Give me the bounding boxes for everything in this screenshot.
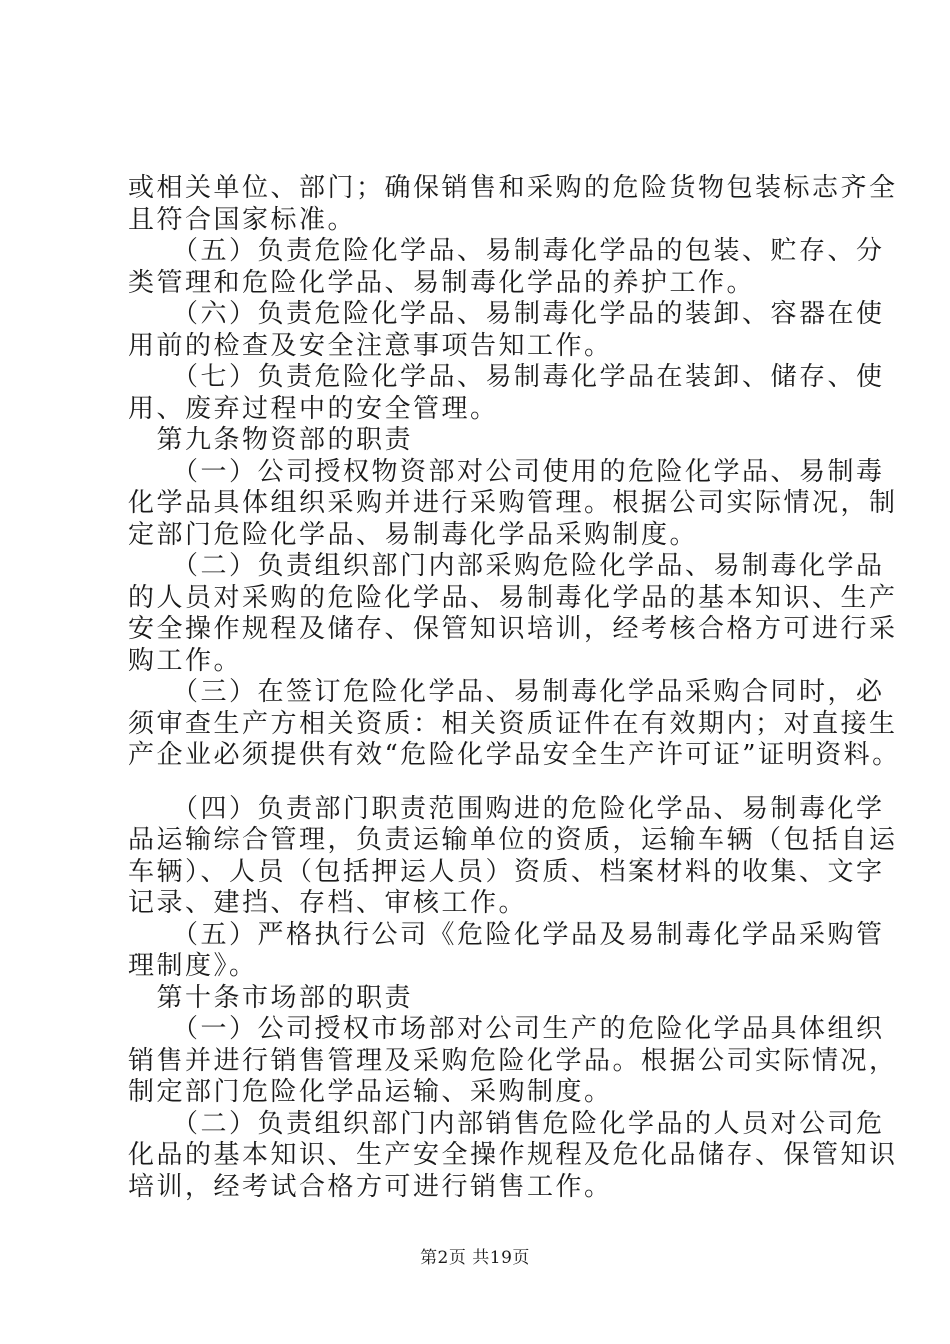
section-heading: 第九条物资部的职责 [128, 425, 414, 455]
text-line: 用前的检查及安全注意事项告知工作。 [128, 330, 613, 361]
text-line: （二）负责组织部门内部销售危险化学品的人员对公司危 [128, 1108, 885, 1139]
document-body [128, 173, 901, 1203]
text-line: 记录、建挡、存档、审核工作。 [128, 888, 528, 918]
text-line: 销售并进行销售管理及采购危险化学品。根据公司实际情况， [128, 1045, 898, 1076]
text-line: 化品的基本知识、生产安全操作规程及危化品储存、保管知识 [128, 1140, 898, 1170]
text-line: 购工作。 [128, 645, 243, 676]
text-line: （三）在签订危险化学品、易制毒化学品采购合同时，必 [128, 677, 885, 707]
text-line: （一）公司授权市场部对公司生产的危险化学品具体组织 [128, 1014, 885, 1044]
text-line: （二）负责组织部门内部采购危险化学品、易制毒化学品 [128, 551, 885, 581]
text-line: 的人员对采购的危险化学品、易制毒化学品的基本知识、生产 [128, 582, 898, 613]
text-line: （五）严格执行公司《危险化学品及易制毒化学品采购管 [128, 919, 885, 950]
text-line: 或相关单位、部门；确保销售和采购的危险货物包装标志齐全 [128, 173, 898, 203]
text-line: （六）负责危险化学品、易制毒化学品的装卸、容器在使 [128, 299, 885, 329]
text-line: 定部门危险化学品、易制毒化学品采购制度。 [128, 519, 699, 550]
text-line: （七）负责危险化学品、易制毒化学品在装卸、储存、使 [128, 362, 885, 392]
text-line: （一）公司授权物资部对公司使用的危险化学品、易制毒 [128, 456, 885, 487]
paragraph-gap [128, 772, 838, 794]
text-line: 用、废弃过程中的安全管理。 [128, 393, 499, 424]
text-line: 品运输综合管理，负责运输单位的资质，运输车辆（包括自运 [128, 825, 898, 855]
section-heading: 第十条市场部的职责 [128, 982, 414, 1013]
text-line: （四）负责部门职责范围购进的危险化学品、易制毒化学 [128, 793, 885, 824]
text-line: 理制度》。 [128, 951, 258, 981]
text-line: 制定部门危险化学品运输、采购制度。 [128, 1077, 613, 1107]
text-line: 安全操作规程及储存、保管知识培训，经考核合格方可进行采 [128, 614, 898, 644]
text-line: 化学品具体组织采购并进行采购管理。根据公司实际情况，制 [128, 488, 898, 518]
text-line: 须审查生产方相关资质：相关资质证件在有效期内；对直接生 [128, 708, 898, 739]
text-line: 且符合国家标准。 [128, 204, 357, 235]
text-line: （五）负责危险化学品、易制毒化学品的包装、贮存、分 [128, 236, 885, 266]
text-line: 车辆）、人员（包括押运人员）资质、档案材料的收集、文字 [128, 856, 885, 887]
text-line: 类管理和危险化学品、易制毒化学品的养护工作。 [128, 267, 756, 298]
page-number-footer: 第2页 共19页 [420, 1248, 530, 1268]
text-line: 产企业必须提供有效“危险化学品安全生产许可证”证明资料。 [128, 740, 901, 770]
text-line: 培训，经考试合格方可进行销售工作。 [128, 1171, 613, 1202]
